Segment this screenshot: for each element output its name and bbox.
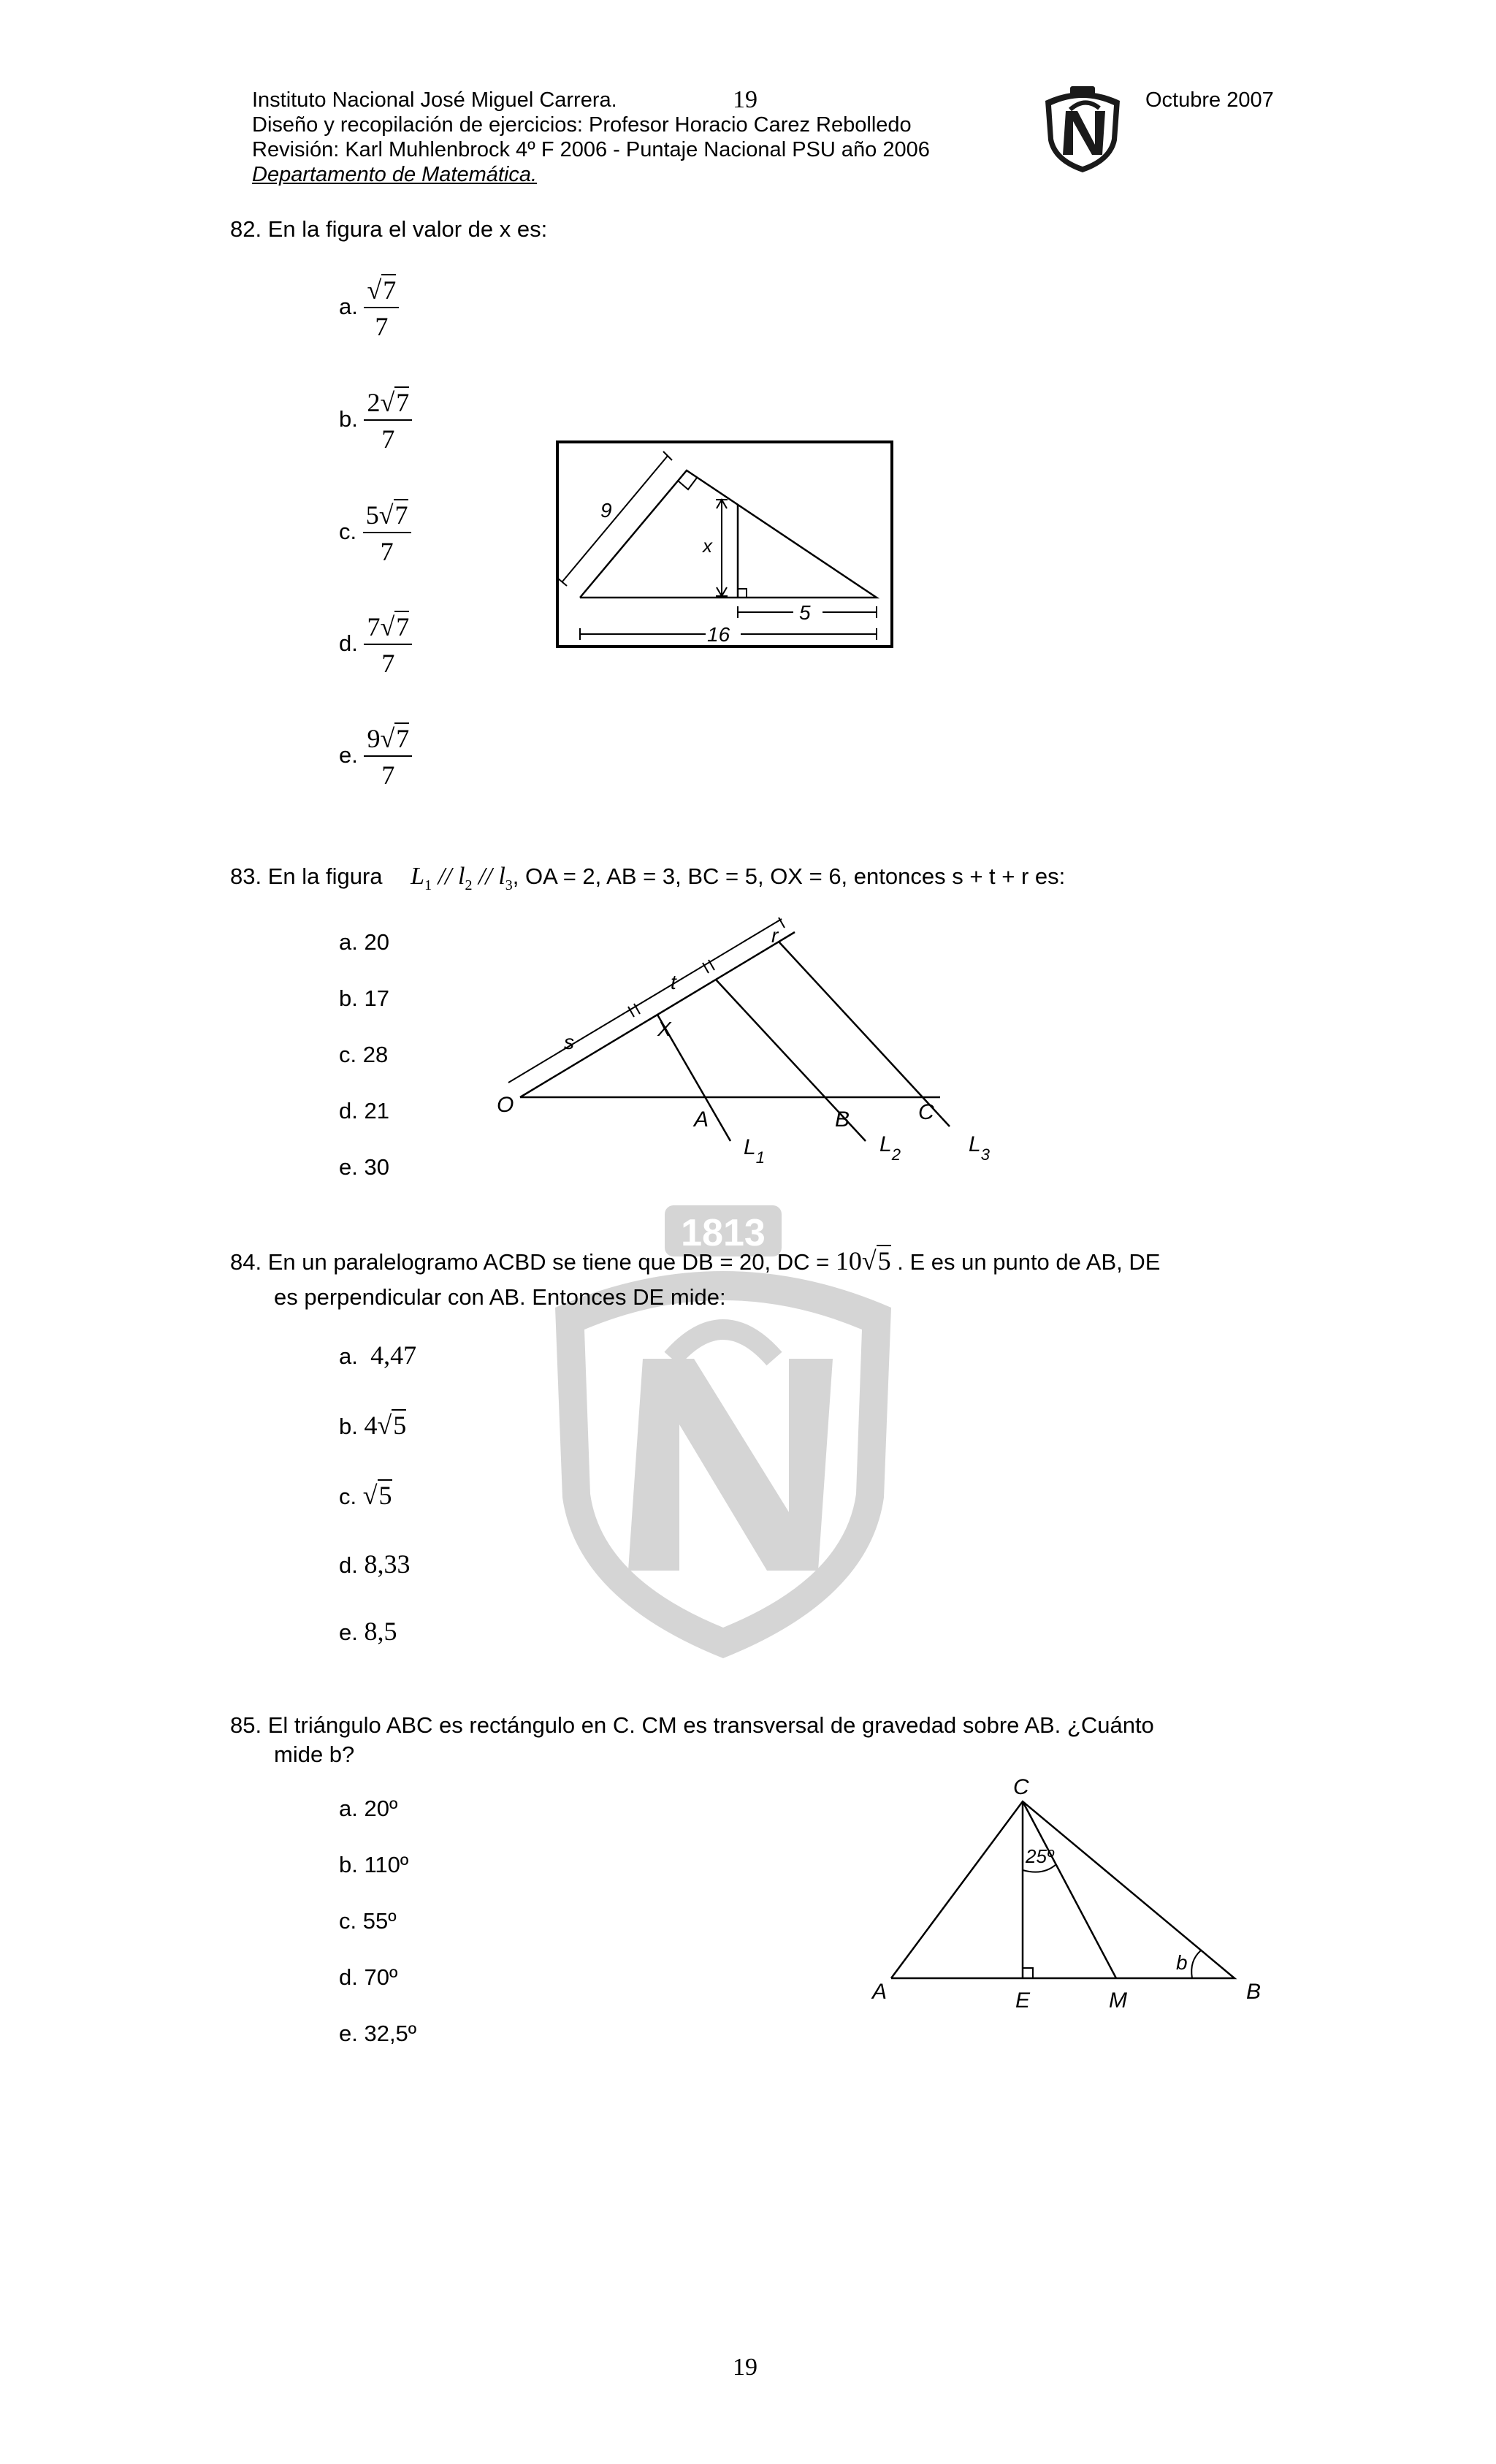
dimension-line: [508, 919, 782, 1083]
label-C: C: [918, 1100, 934, 1124]
option-fraction: $\frac{2√7}{7}$: [364, 387, 412, 454]
option-letter: a.: [339, 294, 358, 320]
q84-option-e[interactable]: e. 8,5: [339, 1617, 397, 1646]
q83-option-d[interactable]: d. 21: [339, 1098, 389, 1124]
label-5: 5: [799, 601, 811, 624]
option-letter: b.: [339, 406, 358, 432]
label-L1: $L_1$: [744, 1135, 765, 1167]
label-E: E: [1015, 1988, 1031, 2013]
header-department: [252, 162, 537, 187]
label-9: 9: [600, 499, 612, 522]
label-L2: $L_2$: [879, 1132, 901, 1164]
label-M: M: [1109, 1988, 1127, 2013]
q83-option-e[interactable]: e. 30: [339, 1154, 389, 1180]
option-letter: c.: [339, 519, 357, 545]
label-t: t: [671, 971, 676, 993]
label-B: B: [1246, 1980, 1262, 2004]
q82-option-b[interactable]: [339, 387, 412, 454]
q84-option-d[interactable]: d. 8,33: [339, 1549, 411, 1579]
figure-frame: [557, 442, 892, 646]
q82-stem: 82. En la figura el valor de x es:: [230, 216, 548, 242]
label-O: O: [497, 1093, 514, 1117]
q85-figure: [862, 1766, 1271, 2022]
q83-option-a[interactable]: a. 20: [339, 929, 389, 955]
q85-option-a[interactable]: a. 20º: [339, 1796, 398, 1821]
label-B: B: [835, 1107, 850, 1132]
q82-option-a[interactable]: [339, 275, 399, 342]
q82-option-c[interactable]: [339, 500, 411, 567]
header-date: Octubre 2007: [1145, 88, 1274, 112]
header-revision-line: Revisión: Karl Muhlenbrock 4º F 2006 - Puntaje Nacional PSU año 2006: [252, 138, 930, 161]
department-link-text: Departamento de Matemática.: [252, 163, 538, 186]
line-L3: [779, 942, 950, 1126]
q84-dc-value: 10√5: [835, 1246, 891, 1275]
option-letter: d.: [339, 630, 358, 657]
header-page-number: 19: [733, 86, 757, 113]
option-fraction: $\frac{√7}{7}$: [364, 275, 399, 342]
q83-figure: [489, 910, 1001, 1180]
q84-option-a[interactable]: a. 4,47: [339, 1340, 417, 1370]
label-A: A: [872, 1980, 888, 2004]
q83-option-b[interactable]: b. 17: [339, 985, 389, 1011]
label-16: 16: [707, 623, 730, 646]
label-angle-25: 25º: [1026, 1845, 1054, 1867]
option-fraction: $\frac{7√7}{7}$: [364, 611, 412, 679]
option-fraction: $\frac{9√7}{7}$: [364, 723, 412, 790]
q83-option-c[interactable]: c. 28: [339, 1042, 389, 1067]
q82-figure: [555, 440, 894, 649]
label-C: C: [1013, 1775, 1029, 1799]
q85-option-d[interactable]: d. 70º: [339, 1964, 398, 1990]
q83-stem: [230, 862, 1065, 900]
q82-option-e[interactable]: [339, 723, 412, 790]
label-A: A: [694, 1107, 709, 1132]
q85-stem-line2: mide b?: [274, 1742, 355, 1767]
q85-option-b[interactable]: b. 110º: [339, 1852, 409, 1877]
q85-option-e[interactable]: e. 32,5º: [339, 2021, 417, 2046]
angle-arc-b: [1191, 1950, 1201, 1978]
q85-option-c[interactable]: c. 55º: [339, 1908, 397, 1934]
option-fraction: $\frac{5√7}{7}$: [363, 500, 411, 567]
q83-stem-suffix: , OA = 2, AB = 3, BC = 5, OX = 6, entonces s + t + r es:: [512, 863, 1066, 889]
label-X: X: [657, 1018, 671, 1040]
school-crest-logo: [1041, 82, 1124, 175]
median-CM: [1023, 1801, 1116, 1978]
label-L3: $L_3$: [969, 1132, 990, 1164]
label-b: b: [1176, 1951, 1188, 1974]
label-x: x: [703, 535, 712, 557]
option-letter: e.: [339, 742, 358, 768]
q83-stem-prefix: 83. En la figura: [230, 863, 383, 889]
footer-page-number: 19: [733, 2354, 757, 2381]
label-r: r: [771, 924, 779, 947]
q84-stem-line2: es perpendicular con AB. Entonces DE mide:: [274, 1284, 726, 1310]
q84-option-c[interactable]: c. √5: [339, 1481, 392, 1510]
q82-option-d[interactable]: [339, 611, 412, 679]
label-s: s: [564, 1031, 574, 1053]
q83-parallel-notation: $L_1 // l_2 // l_3$: [411, 863, 513, 893]
q84-stem: 84. En un paralelogramo ACBD se tiene que DB = 20, DC = 10√5 . E es un punto de AB, DE: [230, 1246, 1161, 1275]
q85-stem-line1: 85. El triángulo ABC es rectángulo en C. CM es transversal de gravedad sobre AB. ¿Cuánto: [230, 1712, 1154, 1738]
header-author-line: Diseño y recopilación de ejercicios: Profesor Horacio Carez Rebolledo: [252, 113, 912, 137]
header-institution: Instituto Nacional José Miguel Carrera.: [252, 88, 617, 112]
watermark-year: 1813: [681, 1212, 766, 1254]
right-angle-mark: [1023, 1968, 1033, 1978]
q84-option-b[interactable]: b. 4√5: [339, 1411, 407, 1440]
